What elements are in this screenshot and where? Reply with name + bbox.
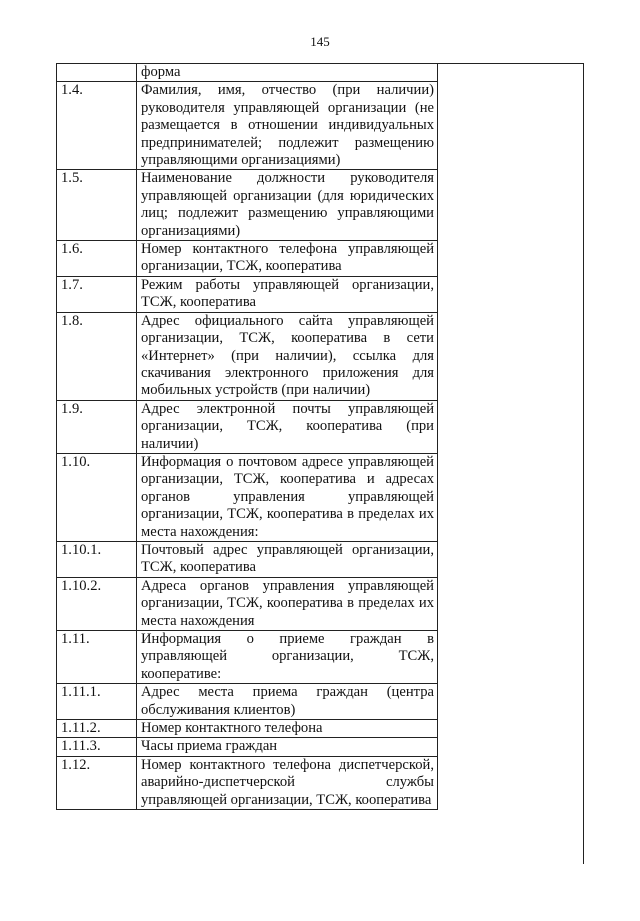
row-text: Номер контактного телефона xyxy=(137,720,438,738)
row-number: 1.12. xyxy=(57,756,137,809)
row-text: Почтовый адрес управляющей организации, ТСЖ, кооператива xyxy=(137,541,438,577)
row-number: 1.11.2. xyxy=(57,720,137,738)
row-text: Адреса органов управления управляющей организации, ТСЖ, кооператива в пределах их места нахождения xyxy=(137,577,438,630)
row-text: Адрес официального сайта управляющей организации, ТСЖ, кооператива в сети «Интернет» (при наличии), ссылка для скачивания электронного приложения для мобильных устройств (при наличии) xyxy=(137,312,438,400)
table-row xyxy=(57,170,438,241)
table-row xyxy=(57,312,438,400)
row-number: 1.11.3. xyxy=(57,738,137,756)
row-number: 1.4. xyxy=(57,82,137,170)
table-row xyxy=(57,64,438,82)
row-number: 1.10. xyxy=(57,453,137,541)
table-row xyxy=(57,541,438,577)
row-number: 1.10.1. xyxy=(57,541,137,577)
row-text: Адрес места приема граждан (центра обслуживания клиентов) xyxy=(137,684,438,720)
table-row xyxy=(57,453,438,541)
row-text: Информация о приеме граждан в управляющей организации, ТСЖ, кооперативе: xyxy=(137,631,438,684)
row-number: 1.8. xyxy=(57,312,137,400)
table-row xyxy=(57,684,438,720)
row-number: 1.11. xyxy=(57,631,137,684)
row-number: 1.6. xyxy=(57,241,137,277)
row-text: Номер контактного телефона диспетчерской, аварийно-диспетчерской службы управляющей организации, ТСЖ, кооператива xyxy=(137,756,438,809)
table-row xyxy=(57,756,438,809)
row-number xyxy=(57,64,137,82)
table-row xyxy=(57,82,438,170)
table-row xyxy=(57,241,438,277)
row-text: Фамилия, имя, отчество (при наличии) руководителя управляющей организации (не размещается в отношении индивидуальных предпринимателей; подлежит размещению управляющими организациями) xyxy=(137,82,438,170)
row-text: Часы приема граждан xyxy=(137,738,438,756)
table-row xyxy=(57,400,438,453)
table-row xyxy=(57,276,438,312)
row-text: форма xyxy=(137,64,438,82)
row-number: 1.5. xyxy=(57,170,137,241)
row-number: 1.10.2. xyxy=(57,577,137,630)
row-number: 1.7. xyxy=(57,276,137,312)
table-row xyxy=(57,631,438,684)
table-row xyxy=(57,577,438,630)
page-number: 145 xyxy=(310,34,330,49)
document-table xyxy=(56,63,438,810)
row-text: Режим работы управляющей организации, ТСЖ, кооператива xyxy=(137,276,438,312)
row-number: 1.11.1. xyxy=(57,684,137,720)
row-text: Информация о почтовом адресе управляющей организации, ТСЖ, кооператива и адресах органов управления управляющей организации, ТСЖ, кооператива в пределах их места нахождения: xyxy=(137,453,438,541)
row-number: 1.9. xyxy=(57,400,137,453)
row-text: Адрес электронной почты управляющей организации, ТСЖ, кооператива (при наличии) xyxy=(137,400,438,453)
right-column-frame xyxy=(437,63,584,864)
row-text: Наименование должности руководителя управляющей организации (для юридических лиц; подлежит размещению управляющими организациями) xyxy=(137,170,438,241)
table-row xyxy=(57,738,438,756)
row-text: Номер контактного телефона управляющей организации, ТСЖ, кооператива xyxy=(137,241,438,277)
table-row xyxy=(57,720,438,738)
